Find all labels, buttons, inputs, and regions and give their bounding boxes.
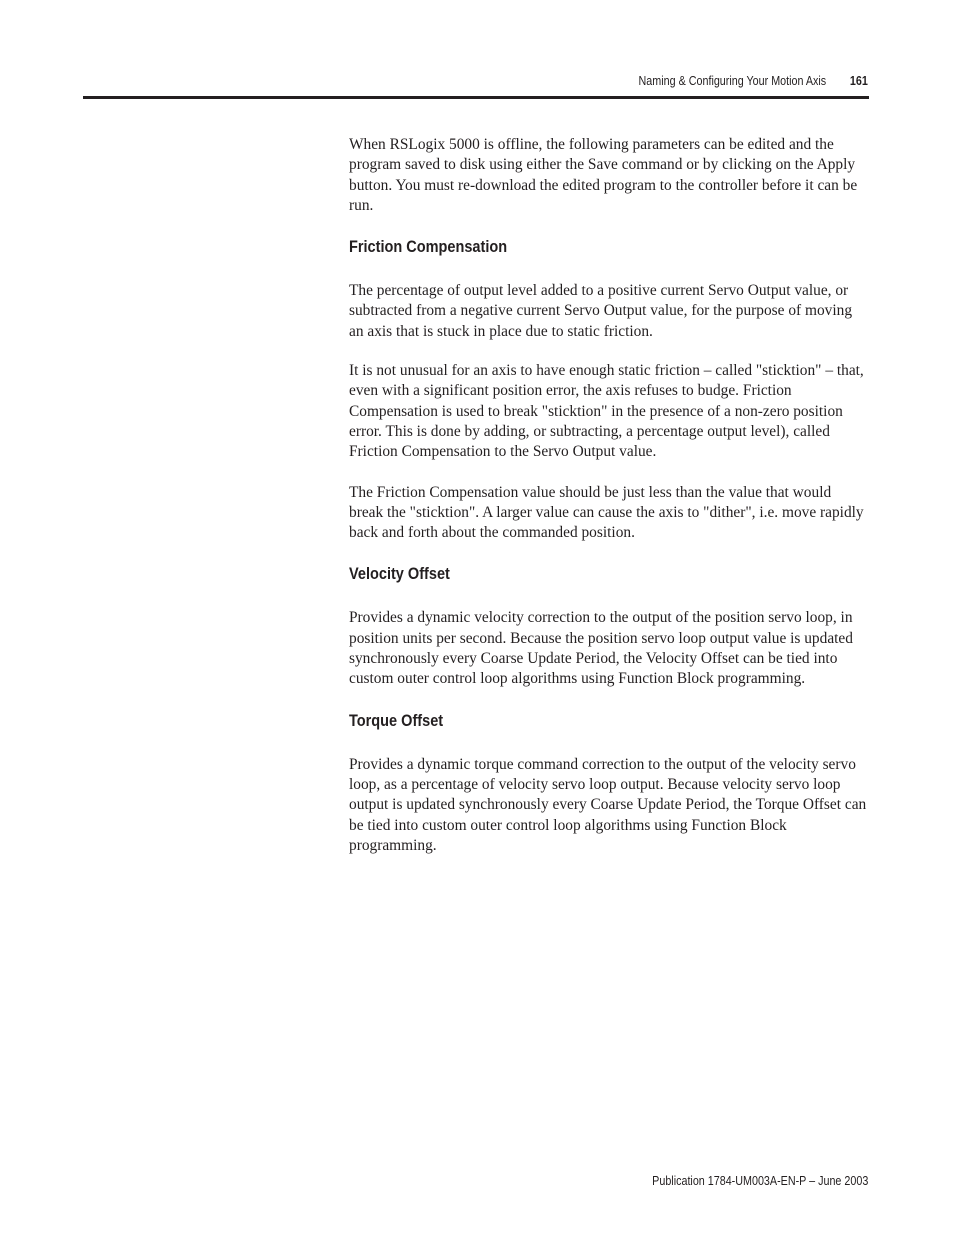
section-heading-torque-offset: Torque Offset [349, 711, 444, 730]
torque-paragraph: Provides a dynamic torque command correction to the output of the velocity servo loop, as a percentage of velocity servo loop output. Because velocity servo loop output is updated synchronously every Coarse Update Period, the Torque Offset can be tied into custom outer control loop algorithms using Function Block programming. [349, 755, 867, 854]
publication-footer: Publication 1784-UM003A-EN-P – June 2003 [651, 1174, 868, 1188]
page-body [349, 135, 869, 856]
friction-paragraph-2: It is not unusual for an axis to have enough static friction – called "sticktion" – that, even with a significant position error, the axis refuses to budge. Friction Compensation is used to break "sticktion" in the presence of a non-zero position error. This is done by adding, or subtracting, a percentage output level), called Friction Compensation to the Servo Output value. [349, 362, 864, 461]
running-header-title: Naming & Configuring Your Motion Axis [638, 74, 826, 88]
section-heading-friction-compensation: Friction Compensation [349, 238, 508, 257]
friction-paragraph-3: The Friction Compensation value should be just less than the value that would break the "sticktion". A larger value can cause the axis to "dither", i.e. move rapidly back and forth about the commanded position. [349, 483, 864, 542]
page-number: 161 [850, 74, 868, 88]
header-rule [83, 96, 869, 99]
intro-paragraph: When RSLogix 5000 is offline, the following parameters can be edited and the program saved to disk using either the Save command or by clicking on the Apply button. You must re-download the edited program to the controller before it can be run. [349, 136, 858, 214]
section-heading-velocity-offset: Velocity Offset [349, 565, 450, 584]
velocity-paragraph: Provides a dynamic velocity correction to the output of the position servo loop, in position units per second. Because the position servo loop output value is updated synchronously every Coarse Update Period, the Velocity Offset can be tied into custom outer control loop algorithms using Function Block programming. [349, 609, 853, 688]
friction-paragraph-1: The percentage of output level added to a positive current Servo Output value, or subtracted from a negative current Servo Output value, for the purpose of moving an axis that is stuck in place due to static friction. [349, 282, 853, 340]
